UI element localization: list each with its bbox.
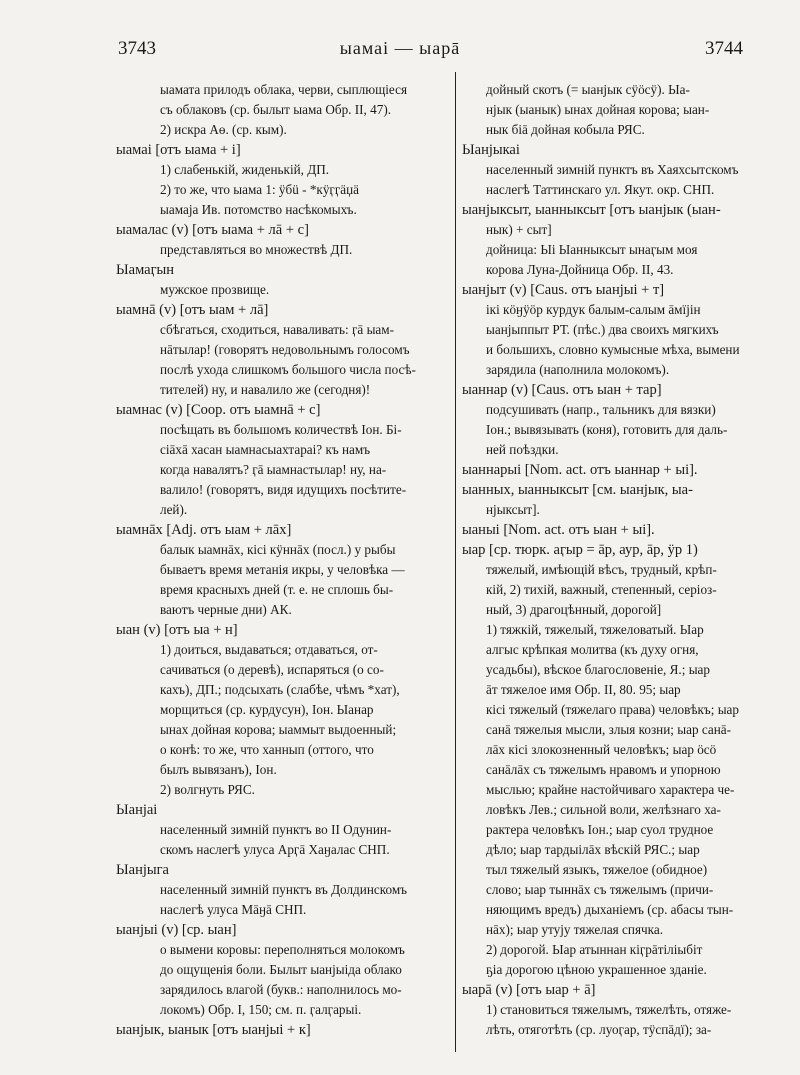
entry-text-line: 2) волгнуть РЯС. bbox=[160, 782, 255, 797]
entry-text-line: мыслью; крайне настойчиваго характера че- bbox=[486, 782, 735, 797]
entry-headword-line: Ыамаӷын bbox=[116, 262, 175, 278]
entry-text-line: ловѣкъ Лев.; сильной воли, желѣзнаго ха- bbox=[486, 802, 721, 817]
entry-text-line: тыл тяжелый языкъ, тяжелое (обидное) bbox=[486, 862, 708, 877]
column-divider bbox=[455, 72, 456, 1052]
entry-headword-line: Ыанјыкаі bbox=[462, 142, 520, 158]
entry-text-line: когда навалятъ? ӷā ыамнастылар! ну, на- bbox=[160, 462, 387, 477]
entry-text-line: локомъ) Обр. I, 150; см. п. ӷалӷарыі. bbox=[160, 1002, 362, 1017]
entry-text-line: тителей) ну, и навалило же (сегодня)! bbox=[160, 382, 371, 397]
entry-text-line: кій, 2) тихій, важный, степенный, серіоз- bbox=[486, 582, 717, 597]
entry-text-line: посѣщать въ большомъ количествѣ Іон. Бі- bbox=[160, 422, 402, 437]
right-page-number: 3744 bbox=[705, 38, 743, 59]
entry-text-line: лѣть, отяготѣть (ср. луоӷар, тӱспāдї); за- bbox=[486, 1022, 712, 1037]
entry-text-line: морщиться (ср. курдусун), Іон. Ыанар bbox=[160, 702, 374, 717]
entry-headword-line: ыарā (v) [отъ ыар + ā] bbox=[462, 982, 596, 998]
entry-text-line: ыанјыппыт РТ. (пѣс.) два своихъ мягкихъ bbox=[486, 322, 719, 337]
entry-text-line: послѣ ухода слишкомъ большого числа посѣ- bbox=[160, 362, 416, 377]
entry-text-line: 1) тяжкій, тяжелый, тяжеловатый. Ыар bbox=[486, 622, 704, 637]
entry-text-line: санā тяжелыя мысли, злыя козни; ыар санā- bbox=[486, 722, 732, 737]
entry-headword-line: ыамнас (v) [Соор. отъ ыамнā + с] bbox=[116, 402, 321, 418]
entry-text-line: ынах дойная корова; ыаммыт выдоенный; bbox=[160, 722, 397, 737]
entry-text-line: алгыс крѣпкая молитва (къ духу огня, bbox=[486, 642, 699, 657]
entry-text-line: представляться во множествѣ ДП. bbox=[160, 242, 353, 257]
entry-text-line: о конѣ: то же, что ханнып (оттого, что bbox=[160, 742, 374, 757]
entry-text-line: подсушивать (напр., тальникъ для вязки) bbox=[486, 402, 716, 417]
entry-headword-line: ыанјыт (v) [Caus. отъ ыанјыі + т] bbox=[462, 282, 665, 298]
entry-headword-line: ыанных, ыанныксыт [см. ыанјык, ыа- bbox=[462, 482, 693, 498]
entry-text-line: ный, 3) драгоцѣнный, дорогой] bbox=[486, 602, 662, 617]
entry-headword-line: ыаныі [Nom. act. отъ ыан + ыі]. bbox=[462, 522, 655, 538]
entry-text-line: кісі тяжелый (тяжелаго права) человѣкъ; ыар bbox=[486, 702, 740, 717]
entry-headword-line: ыар [ср. тюрк. аӷыр = āр, аур, āр, ӱр 1) bbox=[462, 542, 698, 558]
entry-text-line: сачиваться (о деревѣ), испаряться (о со- bbox=[160, 662, 384, 677]
entry-headword-line: ыанјыксыт, ыанныксыт [отъ ыанјык (ыан- bbox=[462, 202, 721, 218]
entry-text-line: лей). bbox=[160, 502, 188, 517]
entry-headword-line: ыамаі [отъ ыама + і] bbox=[116, 142, 241, 158]
entry-text-line: до ощущенія боли. Былыт ыанјыіда облако bbox=[160, 962, 402, 977]
entry-text-line: ней поѣздки. bbox=[486, 442, 559, 457]
running-title: ыамаі — ыарā bbox=[339, 38, 461, 58]
entry-text-line: āт тяжелое имя Обр. II, 80. 95; ыар bbox=[486, 682, 681, 697]
left-column bbox=[116, 80, 448, 1040]
entry-text-line: населенный зимній пунктъ въ Долдинскомъ bbox=[160, 882, 407, 897]
entry-text-line: 2) искра Аө. (ср. кым). bbox=[160, 122, 287, 137]
entry-text-line: дѣло; ыар тардыілāх вѣскій РЯС.; ыар bbox=[486, 842, 700, 857]
entry-headword-line: ыаннар (v) [Caus. отъ ыан + тар] bbox=[462, 382, 662, 398]
entry-text-line: балык ыамнāх, кісі кӱннāх (посл.) у рыбы bbox=[160, 542, 396, 557]
entry-text-line: наслегѣ Таттинскаго ул. Якут. окр. СНП. bbox=[486, 182, 715, 197]
entry-text-line: лāх кісі злокозненный человѣкъ; ыар ӧсӧ bbox=[486, 742, 717, 757]
entry-text-line: ваютъ черные дни) АК. bbox=[160, 602, 292, 617]
left-page-number: 3743 bbox=[118, 38, 156, 59]
entry-text-line: дойный скотъ (= ыанјык сӱӧсӱ). Ыа- bbox=[486, 82, 690, 97]
entry-text-line: съ облаковъ (ср. былыт ыама Обр. II, 47). bbox=[160, 102, 392, 117]
entry-headword-line: ыамалас (v) [отъ ыама + лā + с] bbox=[116, 222, 309, 238]
entry-text-line: корова Луна-Дойница Обр. II, 43. bbox=[486, 262, 674, 277]
page-header bbox=[0, 38, 800, 62]
entry-text-line: зарядила (наполнила молокомъ). bbox=[486, 362, 670, 377]
entry-text-line: нык біā дойная кобыла РЯС. bbox=[486, 122, 645, 137]
entry-text-line: ҕіа дорогою цѣною украшенное зданіе. bbox=[486, 962, 707, 977]
entry-text-line: 1) слабенькій, жиденькій, ДП. bbox=[160, 162, 330, 177]
entry-headword-line: Ыанјаі bbox=[116, 802, 158, 818]
entry-text-line: слово; ыар тыннāх съ тяжелымъ (причи- bbox=[486, 882, 714, 897]
entry-text-line: усадьбы), вѣское благословеніе, Я.; ыар bbox=[486, 662, 711, 677]
entry-text-line: нāтылар! (говорятъ недовольнымъ голосомъ bbox=[160, 342, 410, 357]
entry-headword-line: ыан (v) [отъ ыа + н] bbox=[116, 622, 238, 638]
entry-text-line: 2) дорогой. Ыар атыннан кіӷрāтіліыбіт bbox=[486, 942, 703, 957]
entry-text-line: санāлāх съ тяжелымъ нравомъ и упорною bbox=[486, 762, 721, 777]
entry-text-line: нјыксыт]. bbox=[486, 502, 540, 517]
entry-text-line: няющимъ вредъ) дыханіемъ (ср. абасы тын- bbox=[486, 902, 734, 917]
entry-text-line: ыамаја Ив. потомство насѣкомыхъ. bbox=[160, 202, 357, 217]
entry-text-line: ыамата прилодъ облака, черви, сыплющіеся bbox=[160, 82, 408, 97]
entry-text-line: о вымени коровы: переполняться молокомъ bbox=[160, 942, 405, 957]
entry-text-line: населенный зимній пунктъ во II Одунин- bbox=[160, 822, 392, 837]
entry-text-line: зарядилось влагой (букв.: наполнилось мо- bbox=[160, 982, 402, 997]
entry-text-line: тяжелый, имѣющій вѣсъ, трудный, крѣп- bbox=[486, 562, 717, 577]
entry-text-line: нык) + сыт] bbox=[486, 222, 552, 237]
entry-text-line: нāх); ыар утују тяжелая спячка. bbox=[486, 922, 664, 937]
entry-text-line: скомъ наслегѣ улуса Арӷā Хаӈалас СНП. bbox=[160, 842, 390, 857]
entry-text-line: 2) то же, что ыама 1: ӱбü - *кӱӷӷӓџӓ bbox=[160, 182, 359, 197]
entry-headword-line: Ыанјыга bbox=[116, 862, 169, 878]
entry-text-line: валило! (говорятъ, видя идущихъ посѣтите- bbox=[160, 482, 407, 497]
entry-text-line: наслегѣ улуса Мāӈā СНП. bbox=[160, 902, 307, 917]
entry-headword-line: ыанјыі (v) [ср. ыан] bbox=[116, 922, 237, 938]
entry-text-line: мужское прозвище. bbox=[160, 282, 270, 297]
entry-text-line: сбѣгаться, сходиться, наваливать: ӷā ыам- bbox=[160, 322, 395, 337]
entry-text-line: сіāхā хасан ыамнасыахтарaі? къ намъ bbox=[160, 442, 371, 457]
entry-text-line: и большихъ, словно кумысные мѣха, вымени bbox=[486, 342, 740, 357]
entry-text-line: былъ вывязанъ), Іон. bbox=[160, 762, 277, 777]
entry-text-line: 1) доиться, выдаваться; отдаваться, от- bbox=[160, 642, 378, 657]
entry-text-line: населенный зимній пунктъ въ Хаяхсытскомъ bbox=[486, 162, 739, 177]
entry-text-line: дойница: Ыі Ыанныксыт ынаӷым моя bbox=[486, 242, 698, 257]
right-column bbox=[462, 80, 747, 1040]
entry-text-line: нјык (ыанык) ынах дойная корова; ыан- bbox=[486, 102, 710, 117]
entry-text-line: Іон.; вывязывать (коня), готовить для даль- bbox=[486, 422, 728, 437]
entry-headword-line: ыамнāх [Adj. отъ ыам + лāх] bbox=[116, 522, 292, 538]
entry-text-line: время красныхъ дней (т. е. не сплошь бы- bbox=[160, 582, 394, 597]
entry-text-line: 1) становиться тяжелымъ, тяжелѣть, отяже- bbox=[486, 1002, 732, 1017]
entry-headword-line: ыанјык, ыанык [отъ ыанјыі + к] bbox=[116, 1022, 311, 1038]
entry-text-line: ікі кӧӈӱӧр курдук балым-салым āмїјін bbox=[486, 302, 701, 317]
entry-text-line: бываетъ время метанія икры, у человѣка — bbox=[160, 562, 405, 577]
entry-text-line: кахъ), ДП.; подсыхать (слабѣе, чѣмъ *хат), bbox=[160, 682, 400, 697]
entry-text-line: рактера человѣкъ Іон.; ыар суол трудное bbox=[486, 822, 714, 837]
entry-headword-line: ыаннарыі [Nom. act. отъ ыаннар + ыі]. bbox=[462, 462, 698, 478]
entry-headword-line: ыамнā (v) [отъ ыам + лā] bbox=[116, 302, 269, 318]
